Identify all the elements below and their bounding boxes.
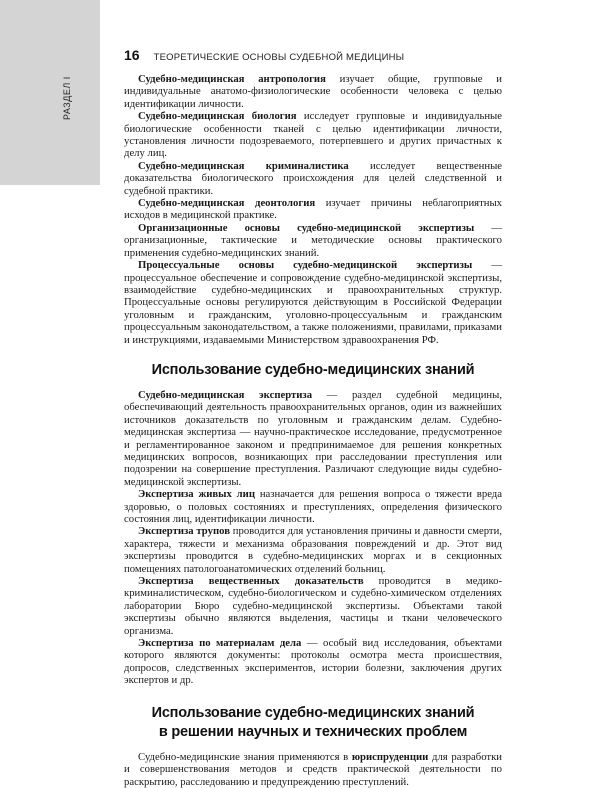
paragraph-text: исследует групповые и индивидуальные биологические особенности тканей с целью идентификации личности, установления личности подозреваемого, потерпевшего и других причастных к делу лиц.	[124, 110, 502, 160]
paragraph-corpses	[124, 525, 502, 575]
paragraph-text: — процессуальное обеспечение и сопровождение судебно-медицинской экспертизы, взаимодействие судебно-медицинских и правоохранительных структур. Процессуальные основы регулируются действующим в Российской Федерации уголовным и гражданским, уголовно-процессуальным и гражданским процессуальным законодательством, а также положениями, правилами, приказами и инструкциями, издаваемыми Министерством здравоохранения РФ.	[124, 259, 503, 346]
running-title: ТЕОРЕТИЧЕСКИЕ ОСНОВЫ СУДЕБНОЙ МЕДИЦИНЫ	[153, 52, 405, 63]
page-header	[124, 47, 504, 63]
term: Организационные основы судебно-медицинской экспертизы	[138, 221, 475, 234]
paragraph-text: — особый вид исследования, объектами которого являются документы: протоколы осмотра места происшествия, допросов, следственных экспериментов, истории болезни, заключения других экспертов и др.	[124, 637, 502, 687]
paragraph-living-persons	[124, 488, 502, 525]
section-side-tab	[0, 0, 100, 185]
term: Судебно-медицинская биология	[138, 110, 297, 123]
paragraph-text: — организационные, тактические и методические основы практического применения судебно-медицинских знаний.	[124, 221, 502, 259]
paragraph-text: — раздел судебной медицины, обеспечивающий деятельность правоохранительных органов, один из важнейших источников доказательств по уголовным и гражданским делам. Судебно-медицинская экспертиза — научно-практическое исследование, предусмотренное и регламентированное законом и предпринимаемое для решения конкретных медицинских вопросов, возникающих при расследовании преступления или подозрении на совершение преступления. Различают следующие виды судебно-медицинской экспертизы.	[124, 388, 503, 488]
paragraph-forensic-examination	[124, 389, 502, 488]
section-side-label: РАЗДЕЛ I	[62, 76, 72, 120]
term: Судебно-медицинская деонтология	[138, 197, 316, 210]
paragraph-text: для разработки и совершенствования методов и средств практической деятельности по раскрытию, расследованию и предупреждению преступлений.	[124, 750, 502, 788]
term: Экспертиза по материалам дела	[138, 637, 302, 650]
paragraph-text: исследует вещественные доказательства биологического происхождения для целей следственной и судебной практики.	[124, 159, 503, 197]
paragraph-deontology	[124, 197, 502, 222]
term: Процессуальные основы судебно-медицинской экспертизы	[138, 259, 473, 272]
term: Судебно-медицинская криминалистика	[138, 159, 349, 172]
term: юриспруденции	[351, 750, 429, 763]
paragraph-text: изучает общие, групповые и индивидуальные анатомо-физиологические особенности человека с целью идентификации личности.	[124, 73, 502, 110]
term: Экспертиза трупов	[138, 525, 230, 538]
paragraph-anthropology	[124, 73, 502, 110]
section-heading-line-2: в решении научных и технических проблем	[158, 723, 468, 740]
paragraph-text: Судебно-медицинские знания применяются в	[138, 750, 352, 763]
term: Экспертиза вещественных доказательств	[138, 575, 364, 588]
term: Судебно-медицинская антропология	[138, 73, 326, 85]
paragraph-physical-evidence	[124, 575, 502, 637]
paragraph-text: проводится для установления причины и давности смерти, характера, тяжести и механизма образования повреждений и др. Этот вид экспертизы проводится в судебно-медицинских моргах и в секционных помещениях патологоанатомических отделений больниц.	[124, 525, 502, 575]
section-heading-usage: Использование судебно-медицинских знаний	[151, 361, 475, 378]
paragraph-jurisprudence	[124, 751, 502, 788]
term: Судебно-медицинская экспертиза	[138, 388, 313, 401]
paragraph-text: изучает причины неблагоприятных исходов в медицинской практике.	[124, 197, 503, 222]
section-heading-line-1: Использование судебно-медицинских знаний	[151, 704, 475, 721]
paragraph-organizational-basics	[124, 222, 502, 259]
paragraph-criminalistics	[124, 160, 502, 197]
paragraph-case-materials	[124, 637, 502, 687]
paragraph-text: проводится в медико-криминалистическом, судебно-биологическом и судебно-химическом отделениях лаборатории Бюро судебно-медицинской экспертизы. Объектами такой экспертизы обычно являются выделения, частицы и ткани человеческого организма.	[124, 575, 503, 637]
page-number: 16	[124, 47, 140, 63]
paragraph-biology	[124, 110, 502, 160]
paragraph-text: назначается для решения вопроса о тяжести вреда здоровью, о половых состояниях и преступлениях, определения физического состояния лиц, идентификации личности.	[124, 488, 502, 525]
page-content	[124, 73, 502, 788]
section-heading-science	[124, 704, 502, 742]
term: Экспертиза живых лиц	[138, 488, 255, 501]
paragraph-procedural-basics	[124, 259, 502, 346]
